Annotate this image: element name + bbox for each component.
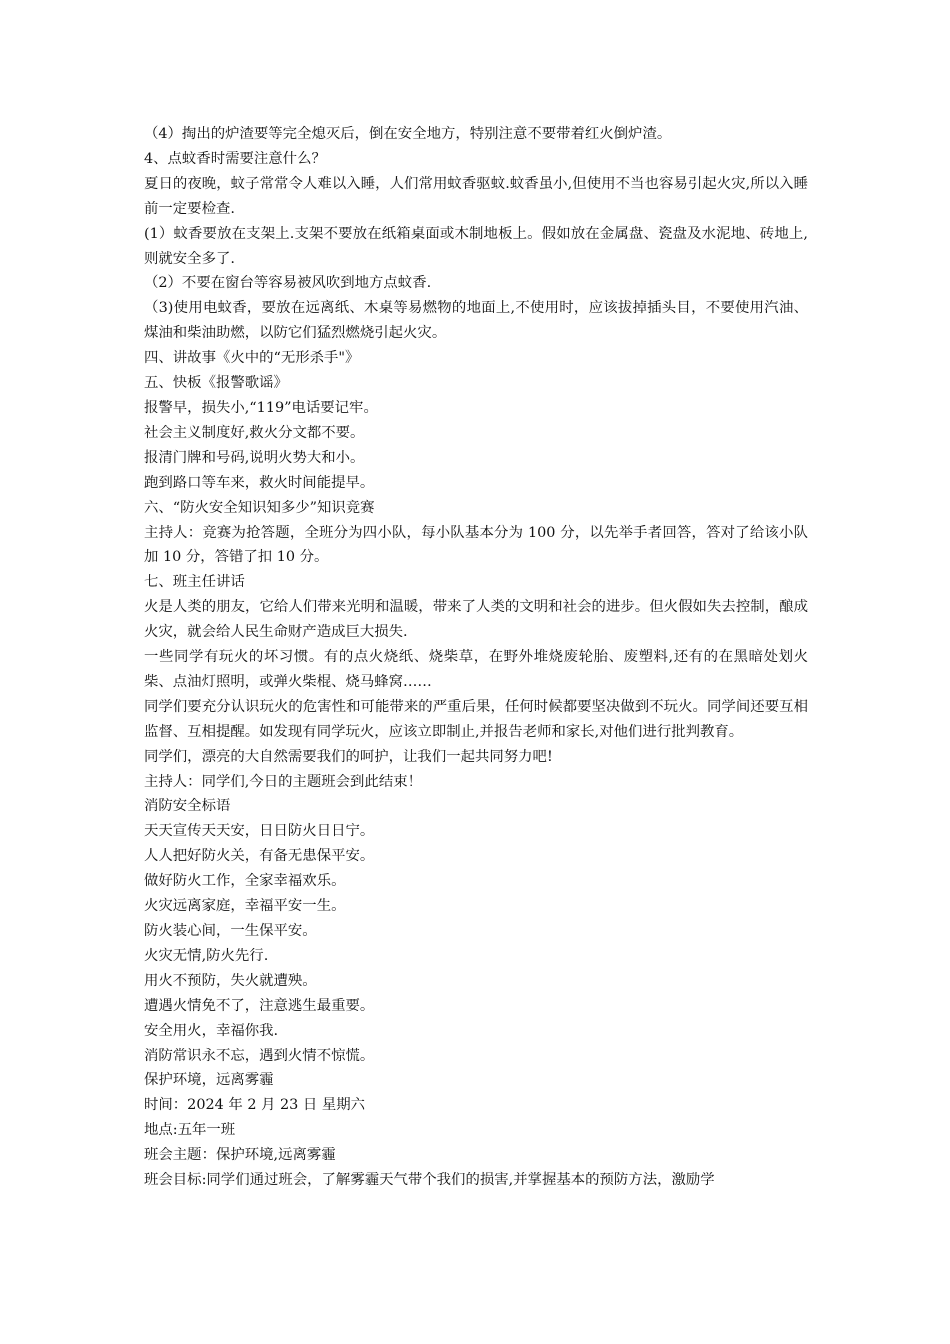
meeting-time: 时间：2024 年 2 月 23 日 星期六 bbox=[144, 1097, 366, 1114]
slogan-2: 人人把好防火关，有备无患保平安。 bbox=[144, 848, 375, 865]
paragraph-nature: 同学们，漂亮的大自然需要我们的呵护，让我们一起共同努力吧! bbox=[144, 748, 553, 765]
slogan-10: 消防常识永不忘，遇到火情不惊慌。 bbox=[144, 1047, 375, 1064]
slogan-1: 天天宣传天天安，日日防火日日宁。 bbox=[144, 823, 375, 840]
heading-story: 四、讲故事《火中的“无形杀手"》 bbox=[144, 350, 360, 367]
document-page bbox=[144, 122, 808, 1193]
paragraph-mosquito-intro: 夏日的夜晚，蚊子常常令人难以入睡，人们常用蚊香驱蚊.蚊香虽小,但使用不当也容易引起火灾,所以入睡前一定要检查. bbox=[144, 175, 808, 217]
slogan-5: 防火装心间，一生保平安。 bbox=[144, 923, 317, 939]
rhyme-line-2: 社会主义制度好,救火分文都不要。 bbox=[144, 424, 365, 441]
rhyme-line-3: 报清门牌和号码,说明火势大和小。 bbox=[144, 449, 365, 466]
heading-kuaiban: 五、快板《报警歌谣》 bbox=[144, 375, 288, 392]
heading-slogans: 消防安全标语 bbox=[144, 798, 231, 815]
paragraph-quiz-rules: 主持人：竞赛为抢答题，全班分为四小队，每小队基本分为 100 分，以先举手者回答，答对了给该小队加 10 分，答错了扣 10 分。 bbox=[144, 524, 808, 566]
paragraph-coil-window: （2）不要在窗台等容易被风吹到地方点蚊香. bbox=[144, 275, 432, 292]
paragraph-bad-habits: 一些同学有玩火的坏习惯。有的点火烧纸、烧柴草，在野外堆烧废轮胎、废塑料,还有的在黑暗处划火柴、点油灯照明，或弹火柴棍、烧马蜂窝…… bbox=[144, 649, 808, 690]
paragraph-coil-stand: (1）蚊香要放在支架上.支架不要放在纸箱桌面或木制地板上。假如放在金属盘、瓷盘及水泥地、砖地上,则就安全多了. bbox=[144, 225, 808, 267]
rhyme-line-1: 报警早，损失小,“119”电话要记牢。 bbox=[144, 399, 378, 416]
slogan-3: 做好防火工作，全家幸福欢乐。 bbox=[144, 873, 346, 890]
slogan-4: 火灾远离家庭，幸福平安一生。 bbox=[144, 898, 346, 915]
paragraph-fire-friend: 火是人类的朋友，它给人们带来光明和温暖，带来了人类的文明和社会的进步。但火假如失去控制，酿成火灾，就会给人民生命财产造成巨大损失. bbox=[144, 599, 808, 641]
paragraph-electric-coil: （3)使用电蚊香，要放在远离纸、木桌等易燃物的地面上,不使用时，应该拔掉插头目，不要使用汽油、煤油和柴油助燃，以防它们猛烈燃烧引起火灾。 bbox=[144, 300, 808, 342]
meeting-location: 地点:五年一班 bbox=[144, 1122, 236, 1139]
paragraph-host-closing: 主持人：同学们,今日的主题班会到此结束！ bbox=[144, 773, 422, 790]
slogan-6: 火灾无情,防火先行. bbox=[144, 947, 269, 964]
heading-teacher-speech: 七、班主任讲话 bbox=[144, 574, 245, 591]
meeting-theme: 班会主题：保护环境,远离雾霾 bbox=[144, 1147, 336, 1164]
slogan-8: 遭遇火情免不了，注意逃生最重要。 bbox=[144, 997, 375, 1014]
meeting-goal: 班会目标:同学们通过班会，了解雾霾天气带个我们的损害,并掌握基本的预防方法，激励学 bbox=[144, 1172, 715, 1189]
rhyme-line-4: 跑到路口等车来，救火时间能提早。 bbox=[144, 474, 375, 491]
heading-mosquito-coil: 4、点蚊香时需要注意什么？ bbox=[144, 150, 326, 167]
slogan-9: 安全用火，幸福你我. bbox=[144, 1022, 279, 1039]
slogan-7: 用火不预防，失火就遭殃。 bbox=[144, 972, 317, 989]
heading-environment: 保护环境，远离雾霾 bbox=[144, 1072, 274, 1089]
heading-quiz: 六、“防火安全知识知多少”知识竞赛 bbox=[144, 499, 375, 516]
paragraph-no-play-fire: 同学们要充分认识玩火的危害性和可能带来的严重后果，任何时候都要坚决做到不玩火。同学间还要互相监督、互相提醒。如发现有同学玩火，应该立即制止,并报告老师和家长,对他们进行批判教育。 bbox=[144, 698, 808, 740]
paragraph-stove-ash: （4）掏出的炉渣要等完全熄灭后，倒在安全地方，特别注意不要带着红火倒炉渣。 bbox=[144, 126, 672, 142]
